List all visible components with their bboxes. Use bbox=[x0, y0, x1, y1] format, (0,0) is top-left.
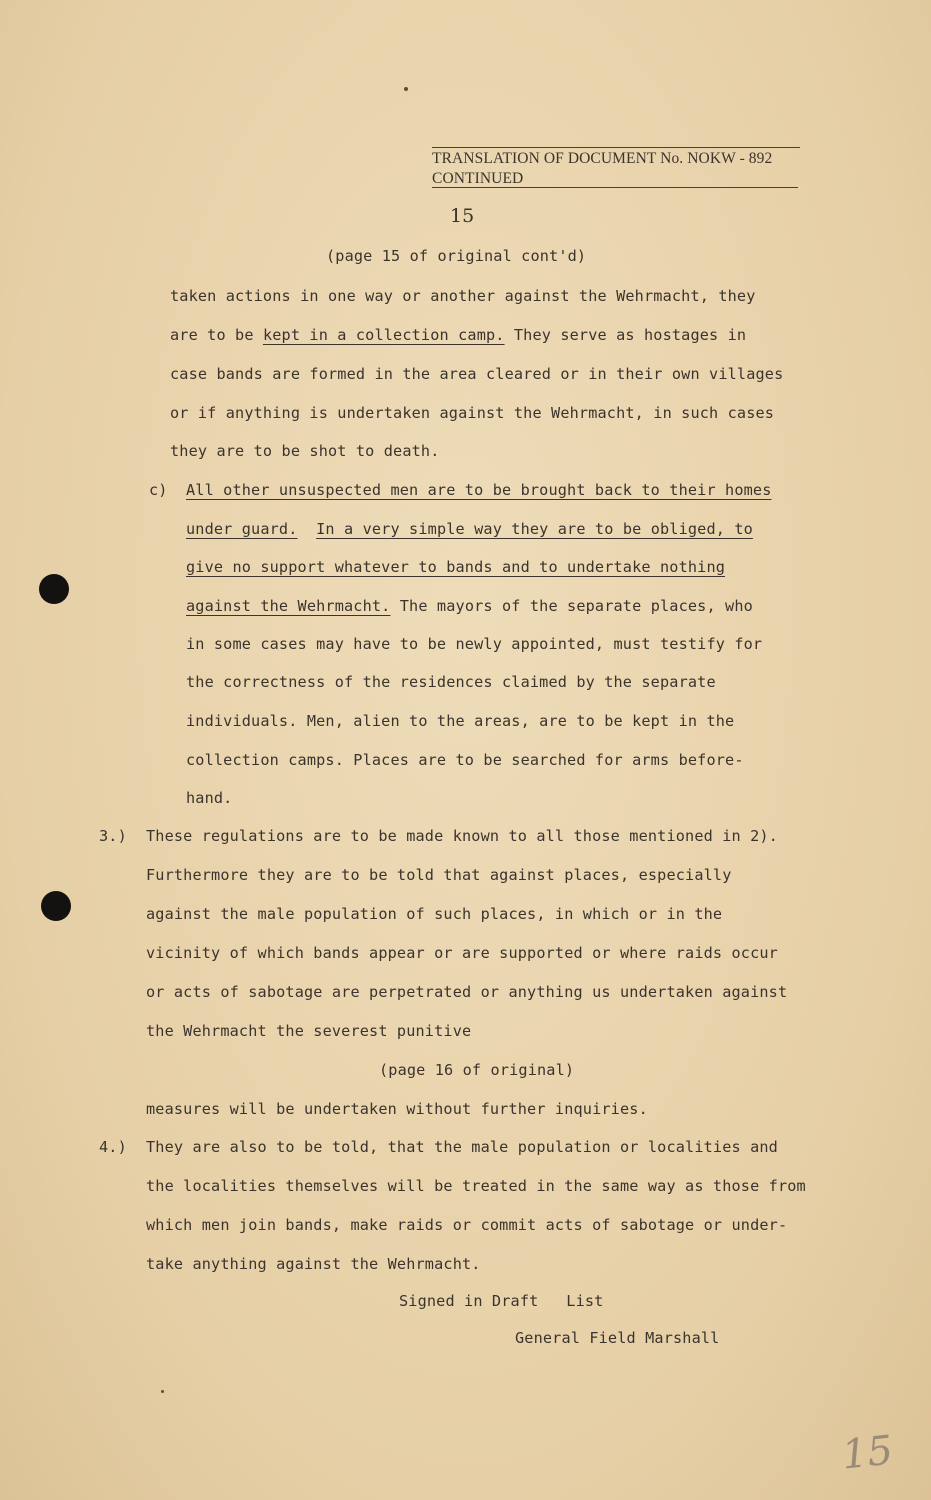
text-line: they are to be shot to death. bbox=[170, 442, 440, 460]
header-title: TRANSLATION OF DOCUMENT No. NOKW - 892 bbox=[432, 150, 773, 167]
text-line bbox=[186, 519, 753, 539]
item-marker-3: 3.) bbox=[99, 827, 127, 845]
text-line: in some cases may have to be newly appointed, must testify for bbox=[186, 635, 763, 653]
text-line: the correctness of the residences claimed by the separate bbox=[186, 673, 716, 691]
text-line: individuals. Men, alien to the areas, are to be kept in the bbox=[186, 712, 735, 730]
header-rule-bottom bbox=[432, 187, 798, 188]
underlined-text: In a very simple way they are to be obliged, to bbox=[316, 520, 753, 538]
text-line: These regulations are to be made known to all those mentioned in 2). bbox=[146, 827, 778, 845]
text-line: collection camps. Places are to be searched for arms before- bbox=[186, 751, 744, 769]
underlined-text: against the Wehrmacht. bbox=[186, 597, 391, 615]
ink-dot bbox=[161, 1390, 164, 1393]
page-reference: (page 16 of original) bbox=[379, 1061, 575, 1079]
header-rule-top bbox=[432, 147, 800, 148]
pencil-page-mark: 15 bbox=[839, 1427, 896, 1479]
text-line-underlined: All other unsuspected men are to be brought back to their homes bbox=[186, 481, 772, 499]
text-line: are to be kept in a collection camp. They serve as hostages in bbox=[170, 326, 747, 344]
text-line: take anything against the Wehrmacht. bbox=[146, 1255, 481, 1273]
page-reference: (page 15 of original cont'd) bbox=[326, 247, 587, 265]
signatory-title: General Field Marshall bbox=[515, 1329, 720, 1347]
text-line: taken actions in one way or another against the Wehrmacht, they bbox=[170, 287, 756, 305]
text-line: against the male population of such places, in which or in the bbox=[146, 905, 723, 923]
signed-line: Signed in Draft List bbox=[399, 1292, 604, 1310]
page-number: 15 bbox=[450, 205, 475, 227]
ink-dot bbox=[404, 87, 408, 91]
text-line: against the Wehrmacht. The mayors of the separate places, who bbox=[186, 597, 753, 615]
text-line: vicinity of which bands appear or are supported or where raids occur bbox=[146, 944, 778, 962]
text-line: the localities themselves will be treated in the same way as those from bbox=[146, 1177, 806, 1195]
text-line: Furthermore they are to be told that against places, especially bbox=[146, 866, 732, 884]
text-line: or if anything is undertaken against the Wehrmacht, in such cases bbox=[170, 404, 775, 422]
text-line: or acts of sabotage are perpetrated or anything us undertaken against bbox=[146, 983, 788, 1001]
text-line: hand. bbox=[186, 789, 233, 807]
text-line: which men join bands, make raids or commit acts of sabotage or under- bbox=[146, 1216, 788, 1234]
text-line: They are also to be told, that the male population or localities and bbox=[146, 1138, 778, 1156]
text-line: measures will be undertaken without further inquiries. bbox=[146, 1100, 648, 1118]
punch-hole-upper bbox=[39, 574, 69, 604]
underlined-text: kept in a collection camp. bbox=[262, 326, 505, 344]
item-marker-c: c) bbox=[149, 481, 168, 499]
underlined-text: under guard. bbox=[186, 520, 298, 538]
text-line: the Wehrmacht the severest punitive bbox=[146, 1022, 472, 1040]
text-line-underlined: give no support whatever to bands and to undertake nothing bbox=[186, 558, 726, 576]
item-marker-4: 4.) bbox=[99, 1138, 127, 1156]
signatory-name: List bbox=[566, 1292, 604, 1310]
header-continued: CONTINUED bbox=[432, 170, 524, 187]
punch-hole-lower bbox=[41, 891, 71, 921]
text-line: case bands are formed in the area cleared or in their own villages bbox=[170, 365, 784, 383]
